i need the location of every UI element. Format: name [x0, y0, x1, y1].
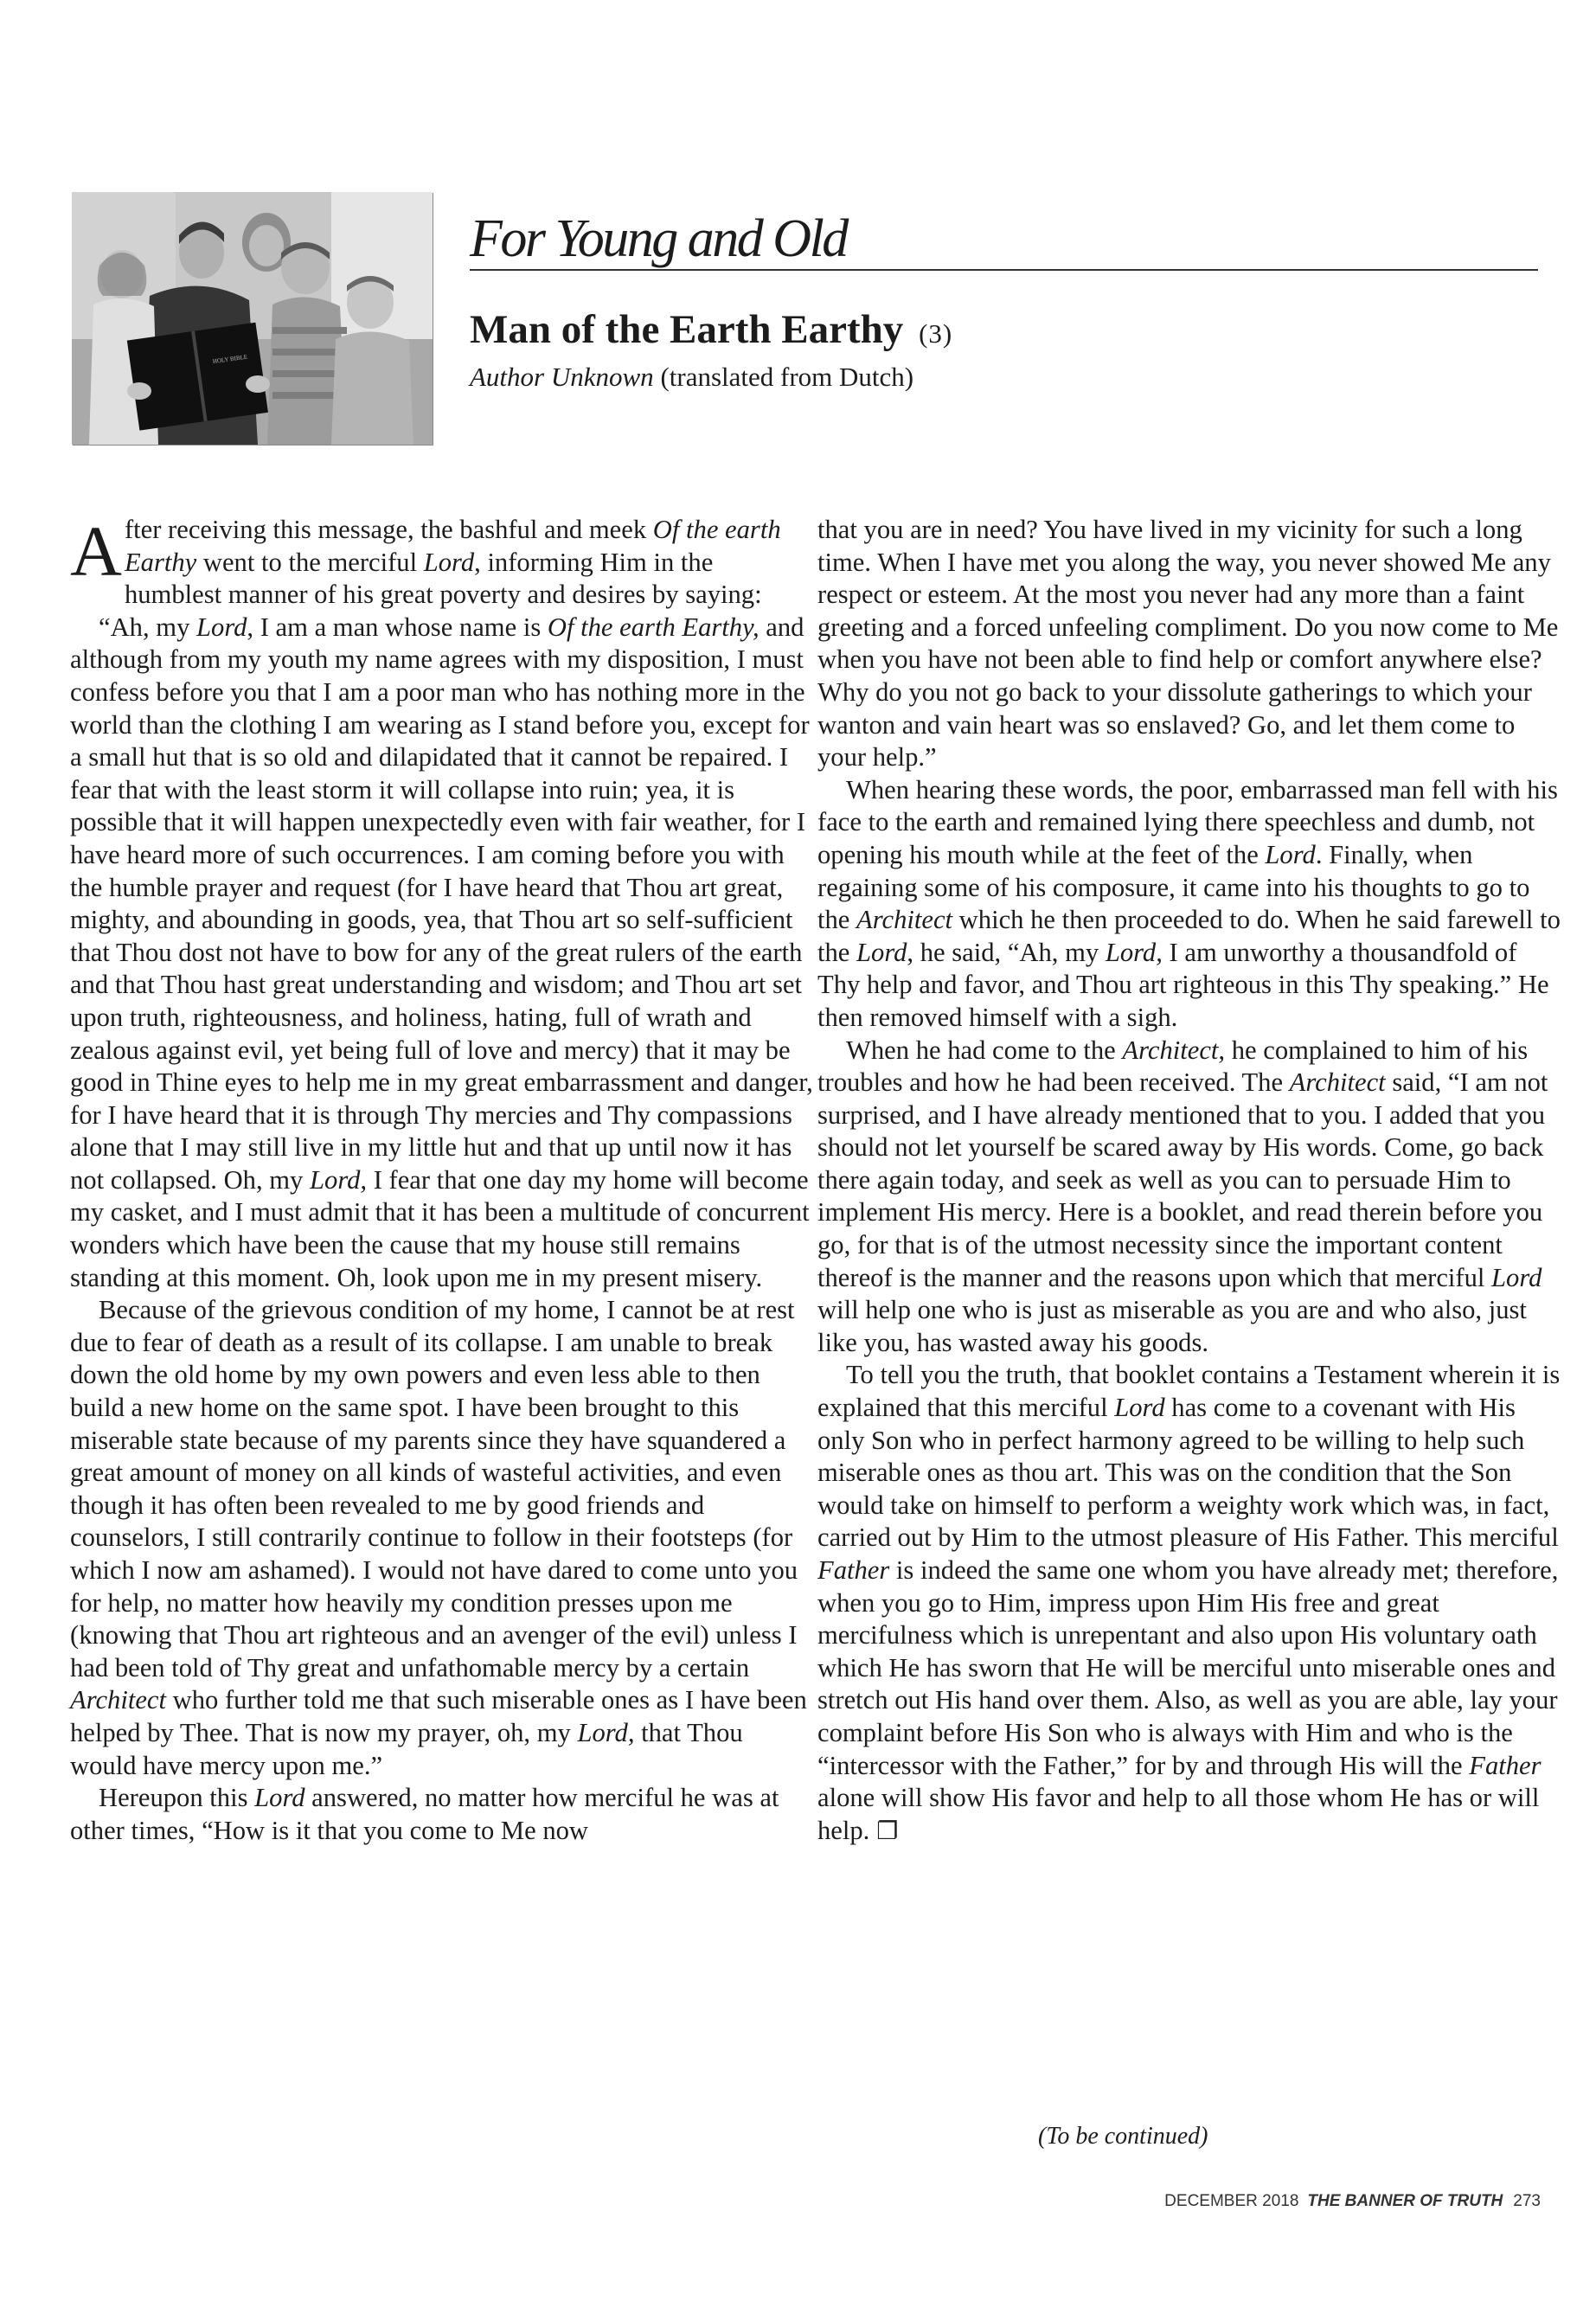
- paragraph: When hearing these words, the poor, embarrassed man fell with his face to the earth and remained lying there speechless and dumb, not opening his mouth while at the feet of the Lord. Finally, when regaining some of his composure, it came into his thoughts to go to the Architect which he then proceeded to do. When he said farewell to the Lord, he said, “Ah, my Lord, I am unworthy a thousandfold of Thy help and favor, and Thou art righteous in this Thy speaking.” He then removed himself with a sigh.: [817, 774, 1561, 1032]
- paragraph-text: fter receiving this message, the bashful and meek Of the earth Earthy went to the merciful Lord, informing Him in the humblest manner of his great poverty and desires by saying:: [124, 515, 781, 610]
- page-number: 273: [1513, 2192, 1541, 2210]
- issue-date: DECEMBER 2018: [1164, 2192, 1299, 2210]
- end-of-article-mark: ❐: [876, 1816, 899, 1845]
- paragraph: Hereupon this Lord answered, no matter how merciful he was at other times, “How is it that you come to Me now: [70, 1783, 779, 1845]
- section-title: For Young and Old: [470, 209, 847, 268]
- section-title-rule: [470, 269, 1538, 271]
- right-column: [817, 514, 1561, 1847]
- paragraph-text: To tell you the truth, that booklet contains a Testament wherein it is explained that this merciful Lord has come to a covenant with His only Son who in perfect harmony agreed to be willing to help such miserable ones as thou art. This was on the condition that the Son would take on himself to perform a weighty work which was, in fact, carried out by Him to the utmost pleasure of His Father. This merciful Father is indeed the same one whom you have already met; therefore, when you go to Him, impress upon Him His free and great mercifulness which is unrepentant and also upon His voluntary oath which He has sworn that He will be merciful unto miserable ones and stretch out His hand over them. Also, as well as you are able, lay your complaint before His Son who is always with Him and who is the “intercessor with the Father,” for by and through His will the Father alone will show His favor and help to all those whom He has or will help.: [817, 1360, 1561, 1845]
- paragraph: that you are in need? You have lived in my vicinity for such a long time. When I have met you along the way, you never showed Me any respect or esteem. At the most you never had any more than a faint greeting and a forced unfeeling compliment. Do you now come to Me when you have not been able to find help or comfort anywhere else? Why do you not go back to your dissolute gatherings to which your wanton and vain heart was so enslaved? Go, and let them come to your help.”: [817, 515, 1559, 772]
- article-part-number: (3): [919, 318, 953, 349]
- paragraph: [817, 1359, 1561, 1847]
- family-bible-photo: [72, 192, 433, 445]
- byline: [470, 358, 913, 396]
- paragraph: When he had come to the Architect, he complained to him of his troubles and how he had been received. The Architect said, “I am not surprised, and I have already mentioned that to you. I added that you should not let yourself be scared away by His words. Come, go back there again today, and seek as well as you can to persuade Him to implement His mercy. Here is a booklet, and read therein before you go, for that is of the utmost necessity since the important content thereof is the manner and the reasons upon which that merciful Lord will help one who is just as miserable as you are and who also, just like you, has wasted away his goods.: [817, 1035, 1548, 1357]
- bible-cover-label: HOLY BIBLE: [212, 353, 248, 366]
- continued-note: (To be continued): [1038, 2123, 1208, 2150]
- paragraph: “Ah, my Lord, I am a man whose name is Of the earth Earthy, and although from my youth my name agrees with my disposition, I must confess before you that I am a poor man who has nothing more in the world than the clothing I am wearing as I stand before you, except for a small hut that is so old and dilapidated that it cannot be repaired. I fear that with the least storm it will collapse into ruin; yea, it is possible that it will happen unexpectedly even with fair weather, for I have heard more of such occurrences. I am coming before you with the humble prayer and request (for I have heard that Thou art great, mighty, and abounding in goods, yea, that Thou art so self-sufficient that Thou dost not have to bow for any of the great rulers of the earth and that Thou hast great understanding and wisdom; and Thou art set upon truth, righteousness, and holiness, hating, full of wrath and zealous against evil, yet being full of love and mercy) that it may be good in Thine eyes to help me in my great embarrassment and danger, for I have heard that it is through Thy mercies and Thy compassions alone that I may still live in my little hut and that up until now it has not collapsed. Oh, my Lord, I fear that one day my home will become my casket, and I must admit that it has been a multitude of concurrent wonders which have been the cause that my house still remains standing at this moment. Oh, look upon me in my present misery.: [70, 612, 813, 1292]
- article-title: [470, 299, 952, 360]
- author-name: Author Unknown: [470, 362, 654, 392]
- paragraph: Because of the grievous condition of my home, I cannot be at rest due to fear of death as a result of its collapse. I am unable to break down the old home by my own powers and even less able to then build a new home on the same spot. I have been brought to this miserable state because of my parents since they have squandered a great amount of money on all kinds of wasteful activities, and even though it has often been revealed to me by good friends and counselors, I still contrarily continue to follow in their footsteps (for which I now am ashamed). I would not have dared to come unto you for help, no matter how heavily my condition presses upon me (knowing that Thou art righteous and an avenger of the evil) unless I had been told of Thy great and unfathomable mercy by a certain Architect who further told me that such miserable ones as I have been helped by Thee. That is now my prayer, oh, my Lord, that Thou would have mercy upon me.”: [70, 1295, 807, 1780]
- drop-cap: A: [70, 511, 122, 591]
- translation-note: (translated from Dutch): [660, 362, 914, 392]
- publication-name: THE BANNER OF TRUTH: [1307, 2192, 1503, 2210]
- left-column: [70, 511, 814, 1847]
- article-title-text: Man of the Earth Earthy: [470, 307, 904, 352]
- page-footer: [1164, 2189, 1541, 2214]
- paragraph: [70, 511, 814, 612]
